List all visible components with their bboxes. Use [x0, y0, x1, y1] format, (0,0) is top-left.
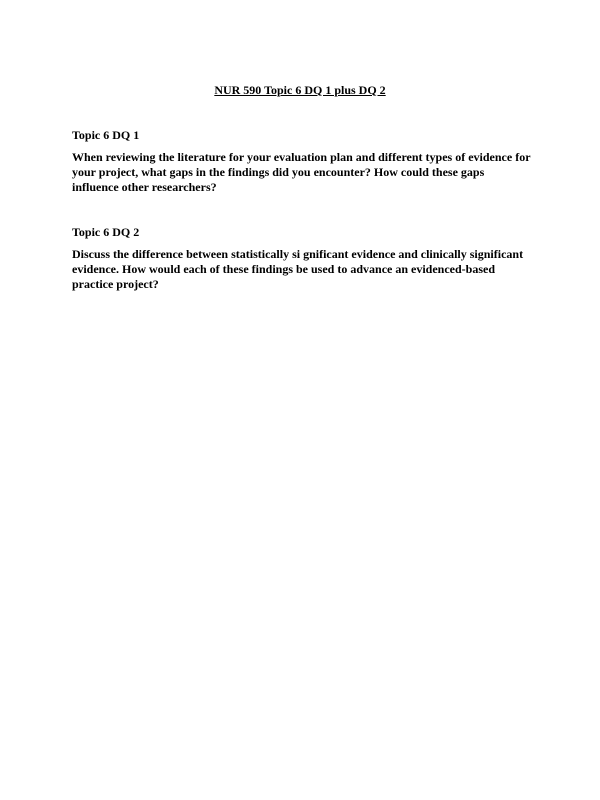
discussion-question-2	[72, 225, 532, 292]
section-heading: Topic 6 DQ 2	[72, 225, 140, 239]
discussion-question-1	[72, 128, 532, 195]
section-heading: Topic 6 DQ 1	[72, 128, 140, 142]
document-title: NUR 590 Topic 6 DQ 1 plus DQ 2	[214, 83, 386, 97]
section-body: When reviewing the literature for your evaluation plan and different types of evidence for your project, what gaps in the findings did you encounter? How could these gaps influence other researchers?	[72, 150, 531, 194]
section-body: Discuss the difference between statistically si gnificant evidence and clinically significant evidence. How would each of these findings be used to advance an evidenced-based practice project?	[72, 247, 524, 291]
